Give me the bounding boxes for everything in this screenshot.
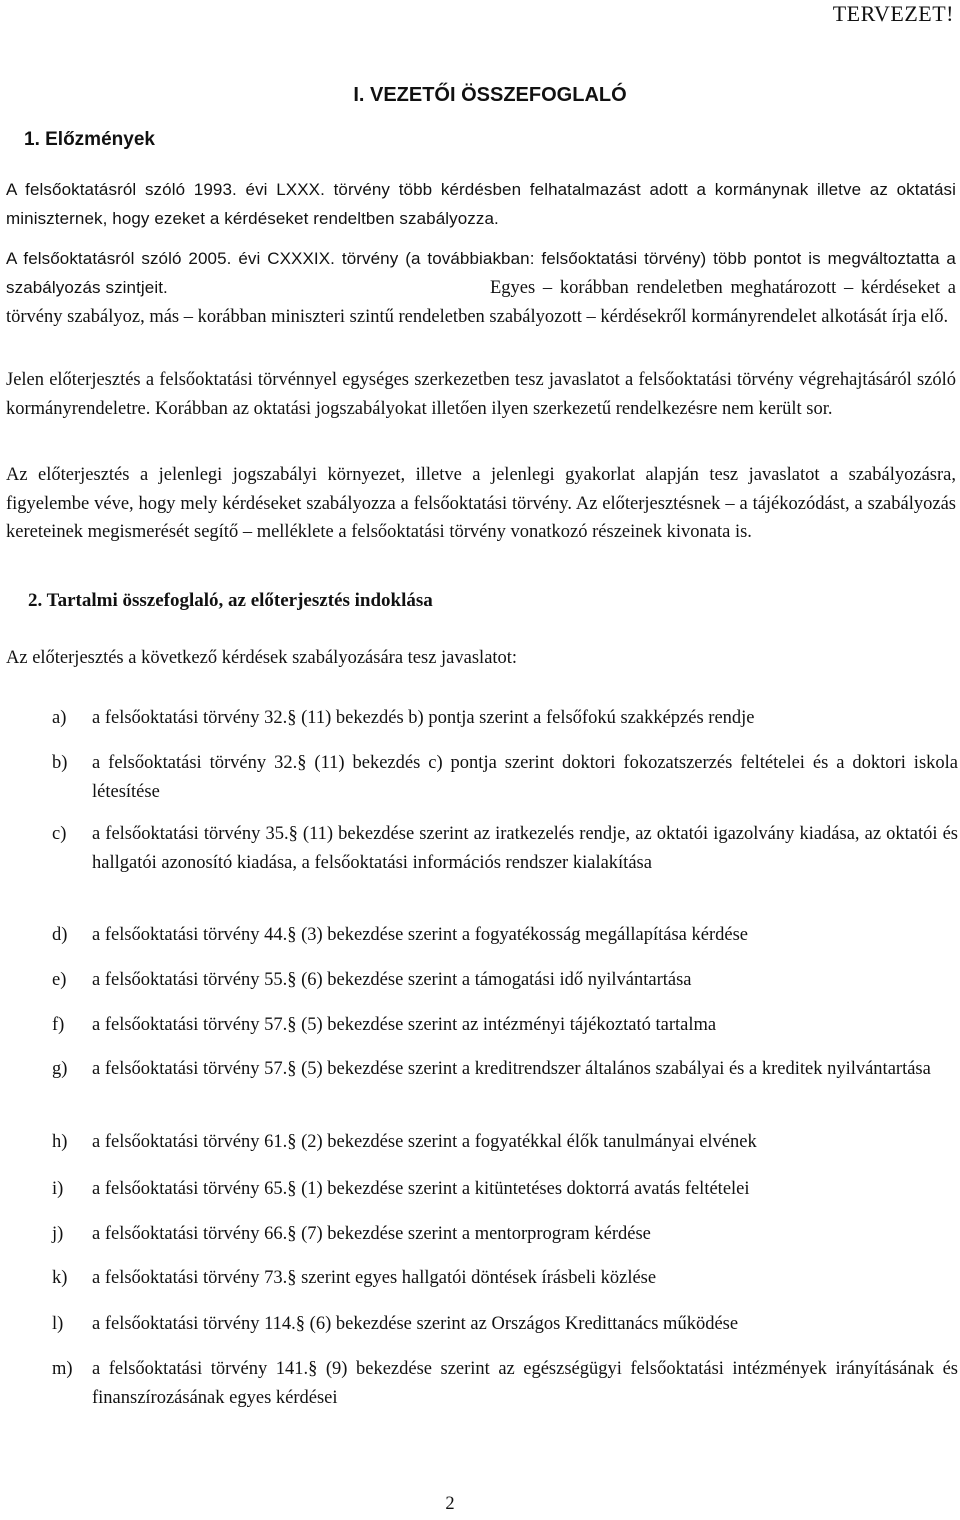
paragraph-3-text: Egyes – korábban rendeletben meghatározott – kérdéseket a törvény szabályoz, más – korábban miniszteri szintű rendeletben szabályozott – kérdésekről kormányrendelet alkotását írja elő.	[6, 278, 956, 327]
section-2-intro: Az előterjesztés a következő kérdések szabályozására tesz javaslatot:	[6, 648, 518, 668]
list-item: m) a felsőoktatási törvény 141.§ (9) bekezdése szerint az egészségügyi felsőoktatási intézmények irányításának és finanszírozásának egyes kérdései	[52, 1359, 958, 1408]
section-title: I. VEZETŐI ÖSSZEFOGLALÓ	[353, 84, 627, 106]
list-item: l) a felsőoktatási törvény 114.§ (6) bekezdése szerint az Országos Kredittanács működése	[52, 1314, 739, 1334]
paragraph-4: Jelen előterjesztés a felsőoktatási törvénnyel egységes szerkezetben tesz javaslatot a felsőoktatási törvény végrehajtásáról szóló kormányrendeletre. Korábban az oktatási jogszabályokat illetően ilyen szerkezetű rendelkezésre nem került sor.	[6, 370, 956, 419]
list-item: k) a felsőoktatási törvény 73.§ szerint egyes hallgatói döntések írásbeli közlése	[52, 1268, 657, 1288]
list-item: g) a felsőoktatási törvény 57.§ (5) bekezdése szerint a kreditrendszer általános szabályai és a kreditek nyilvántartása	[52, 1059, 931, 1079]
subsection-title: 1. Előzmények	[24, 129, 155, 150]
section-2-title: 2. Tartalmi összefoglaló, az előterjesztés indoklása	[28, 590, 433, 611]
list-item: h) a felsőoktatási törvény 61.§ (2) bekezdése szerint a fogyatékkal élők tanulmányai elvének	[52, 1132, 757, 1152]
page-number: 2	[445, 1494, 455, 1514]
list-item: i) a felsőoktatási törvény 65.§ (1) bekezdése szerint a kitüntetéses doktorrá avatás feltételei	[52, 1179, 750, 1199]
draft-stamp: TERVEZET!	[832, 1, 954, 26]
list-item: c) a felsőoktatási törvény 35.§ (11) bekezdése szerint az iratkezelés rendje, az oktatói igazolvány kiadása, az oktatói és hallgatói azonosító kiadása, a felsőoktatási információs rendszer kialakítása	[52, 824, 958, 873]
paragraph-1: A felsőoktatásról szóló 1993. évi LXXX. törvény több kérdésben felhatalmazást adott a kormánynak illetve az oktatási miniszternek, hogy ezeket a kérdéseket rendeltben szabályozza.	[6, 180, 956, 228]
list-item: j) a felsőoktatási törvény 66.§ (7) bekezdése szerint a mentorprogram kérdése	[52, 1224, 651, 1244]
list-item: b) a felsőoktatási törvény 32.§ (11) bekezdés c) pontja szerint doktori fokozatszerzés feltételei és a doktori iskola létesítése	[52, 753, 958, 802]
list-item: d) a felsőoktatási törvény 44.§ (3) bekezdése szerint a fogyatékosság megállapítása kérdése	[52, 925, 748, 945]
paragraph-5: Az előterjesztés a jelenlegi jogszabályi környezet, illetve a jelenlegi gyakorlat alapján tesz javaslatot a szabályozásra, figyelembe véve, hogy mely kérdéseket szabályozza a felsőoktatási törvény. Az előterjesztésnek – a tájékozódást, a szabályozás kereteinek megismerését segítő – melléklete a felsőoktatási törvény vonatkozó részeinek kivonata is.	[6, 465, 956, 542]
list-item: f) a felsőoktatási törvény 57.§ (5) bekezdése szerint az intézményi tájékoztató tartalma	[52, 1015, 717, 1035]
paragraph-3	[6, 274, 956, 331]
list-item: a) a felsőoktatási törvény 32.§ (11) bekezdés b) pontja szerint a felsőfokú szakképzés rendje	[52, 708, 755, 728]
list-item: e) a felsőoktatási törvény 55.§ (6) bekezdése szerint a támogatási idő nyilvántartása	[52, 970, 692, 990]
paragraph-2-text: A felsőoktatásról szóló 2005. évi CXXXIX. törvény (a továbbiakban: felsőoktatási törvény) több pontot is megváltoztatta a szabályozás szintjeit.	[6, 249, 956, 297]
